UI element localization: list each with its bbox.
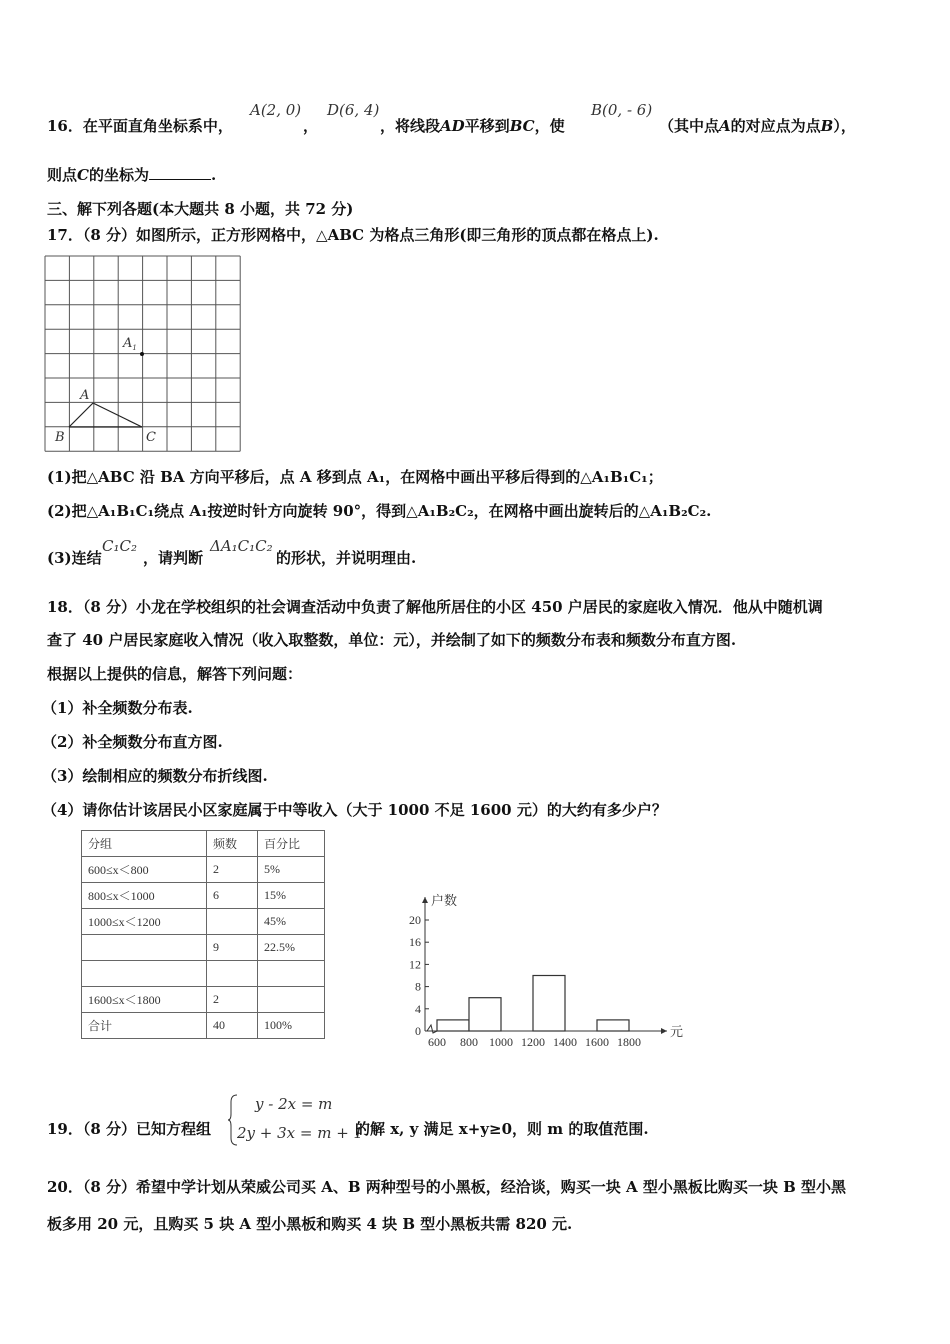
- header-group: 分组: [82, 831, 207, 857]
- table-cell: 5%: [258, 857, 325, 883]
- q16-point-d: D(6, 4): [327, 101, 380, 119]
- y-tick-label: 4: [415, 1001, 421, 1016]
- q16-comma: ，: [303, 117, 319, 135]
- q17-grid-figure: [44, 255, 246, 455]
- section-3-heading: 三、解下列各题(本大题共 8 小题，共 72 分): [47, 200, 354, 218]
- table-cell: 15%: [258, 883, 325, 909]
- table-row: [82, 935, 325, 961]
- q17-title: 17．（8 分）如图所示，正方形网格中，△ABC 为格点三角形(即三角形的顶点都在格点上).: [47, 226, 659, 244]
- table-cell: [207, 909, 258, 935]
- table-cell: 9: [207, 935, 258, 961]
- q16-a: A: [719, 117, 731, 135]
- y-tick-label: 8: [415, 979, 421, 994]
- x-axis-arrow: [661, 1028, 667, 1034]
- q18-line3: 根据以上提供的信息，解答下列问题：: [47, 665, 303, 683]
- point-a1-dot: [140, 352, 144, 356]
- table-header-row: [82, 831, 325, 857]
- y-tick-label: 0: [415, 1024, 421, 1038]
- table-cell: 45%: [258, 909, 325, 935]
- q18-sub2: （2）补全频数分布直方图.: [42, 733, 223, 751]
- q16-line2a: 则点: [47, 166, 78, 184]
- table-cell: 40: [207, 1013, 258, 1039]
- triangle-side-ba: [69, 403, 93, 427]
- frequency-histogram: [395, 885, 685, 1050]
- y-axis-label: 户数: [431, 893, 458, 908]
- q16-answer-blank: [149, 165, 211, 180]
- table-cell: 22.5%: [258, 935, 325, 961]
- histogram-bar: [469, 998, 501, 1031]
- q16-point-a: A(2, 0): [250, 101, 302, 119]
- axis-break-mark: [427, 1025, 437, 1033]
- q17-seg-c1c2: C₁C₂: [102, 537, 137, 555]
- q16-bc: BC: [509, 117, 535, 135]
- q16-point-b: B(0, - 6): [591, 101, 653, 119]
- q18-sub4: （4）请你估计该居民小区家庭属于中等收入（大于 1000 不足 1600 元）的大约有多少户？: [42, 801, 667, 819]
- q17-part3a: (3)连结: [47, 549, 102, 567]
- q16-line2c: .: [210, 166, 217, 184]
- q16-suffix3: ），: [833, 117, 856, 135]
- q18-sub1: （1）补全频数分布表.: [42, 699, 193, 717]
- q18-sub3: （3）绘制相应的频数分布折线图.: [42, 767, 268, 785]
- table-cell: 1600≤x＜1800: [82, 987, 207, 1013]
- q16-mid2: 平移到: [464, 117, 510, 135]
- q16-b: B: [820, 117, 834, 135]
- q17-part3b: ，请判断: [143, 549, 204, 567]
- histogram-bar: [597, 1020, 629, 1031]
- q17-tri-a1c1c2: ΔA₁C₁C₂: [210, 537, 273, 555]
- x-tick-label: 800: [460, 1035, 478, 1049]
- q16-suffix1: （其中点: [659, 117, 720, 135]
- table-cell: 800≤x＜1000: [82, 883, 207, 909]
- histogram-bar: [437, 1020, 469, 1031]
- q18-line2: 查了 40 户居民家庭收入情况（收入取整数，单位：元），并绘制了如下的频数分布表和频数分布直方图.: [47, 631, 737, 649]
- y-tick-label: 12: [409, 957, 421, 972]
- q17-part1: (1)把△ABC 沿 BA 方向平移后，点 A 移到点 A₁，在网格中画出平移后得到的△A₁B₁C₁；: [47, 468, 663, 486]
- x-tick-label: 600: [428, 1035, 446, 1049]
- table-row: [82, 883, 325, 909]
- table-cell: 100%: [258, 1013, 325, 1039]
- x-tick-label: 1800: [617, 1035, 641, 1049]
- table-cell: 2: [207, 857, 258, 883]
- label-c: C: [146, 430, 156, 445]
- q16-mid3: ，使: [534, 117, 565, 135]
- table-row: [82, 987, 325, 1013]
- q16-mid-text: ，将线段: [380, 117, 441, 135]
- table-cell: [258, 987, 325, 1013]
- q20-line1: 20．（8 分）希望中学计划从荣威公司买 A、B 两种型号的小黑板，经洽谈，购买一块 A 型小黑板比购买一块 B 型小黑: [47, 1178, 847, 1196]
- q19-equation-2: 2y + 3x = m + 1: [237, 1124, 364, 1142]
- table-cell: 2: [207, 987, 258, 1013]
- table-row: [82, 961, 325, 987]
- table-cell: [82, 961, 207, 987]
- table-row: [82, 1013, 325, 1039]
- frequency-table: [81, 830, 325, 1039]
- q16-suffix2: 的对应点为点: [730, 117, 821, 135]
- triangle-side-ac: [93, 403, 142, 427]
- y-tick-label: 16: [409, 935, 421, 950]
- q19-suffix: 的解 x, y 满足 x+y≥0，则 m 的取值范围.: [355, 1120, 649, 1138]
- q18-line1: 18．（8 分）小龙在学校组织的社会调查活动中负责了解他所居住的小区 450 户居民的家庭收入情况．他从中随机调: [47, 598, 823, 616]
- q17-part3c: 的形状，并说明理由.: [276, 549, 417, 567]
- table-cell: 600≤x＜800: [82, 857, 207, 883]
- q16-prefix: 16．在平面直角坐标系中，: [47, 117, 233, 135]
- x-tick-label: 1400: [553, 1035, 577, 1049]
- q16-suffix: [659, 116, 856, 136]
- label-a1: $A_1$: [123, 336, 137, 352]
- histogram-bars: [437, 976, 629, 1032]
- table-cell: 1000≤x＜1200: [82, 909, 207, 935]
- q16-line2: [47, 165, 216, 185]
- q16-line2b: 的坐标为: [88, 166, 149, 184]
- q20-line2: 板多用 20 元，且购买 5 块 A 型小黑板和购买 4 块 B 型小黑板共需 820 元.: [47, 1215, 573, 1233]
- table-cell: [207, 961, 258, 987]
- y-axis-arrow: [422, 897, 428, 903]
- x-tick-label: 1600: [585, 1035, 609, 1049]
- table-row: [82, 857, 325, 883]
- table-row: [82, 909, 325, 935]
- table-cell: [82, 935, 207, 961]
- x-tick-label: 1000: [489, 1035, 513, 1049]
- table-cell: 合计: [82, 1013, 207, 1039]
- q19-equation-1: y - 2x = m: [255, 1095, 333, 1113]
- q17-part2: (2)把△A₁B₁C₁绕点 A₁按逆时针方向旋转 90°，得到△A₁B₂C₂，在网格中画出旋转后的△A₁B₂C₂.: [47, 502, 712, 520]
- x-tick-label: 1200: [521, 1035, 545, 1049]
- table-cell: 6: [207, 883, 258, 909]
- q16-c: C: [77, 166, 89, 184]
- y-tick-label: 20: [409, 913, 421, 927]
- histogram-bar: [533, 976, 565, 1032]
- label-b: B: [55, 430, 65, 445]
- q19-prefix: 19．（8 分）已知方程组: [47, 1120, 212, 1138]
- q16-ad: AD: [440, 117, 465, 135]
- q16-line1: [47, 116, 233, 136]
- header-percent: 百分比: [258, 831, 325, 857]
- label-a: A: [80, 388, 90, 403]
- header-frequency: 频数: [207, 831, 258, 857]
- q16-mid: [380, 116, 565, 136]
- table-cell: [258, 961, 325, 987]
- x-axis-label: 元: [670, 1024, 684, 1039]
